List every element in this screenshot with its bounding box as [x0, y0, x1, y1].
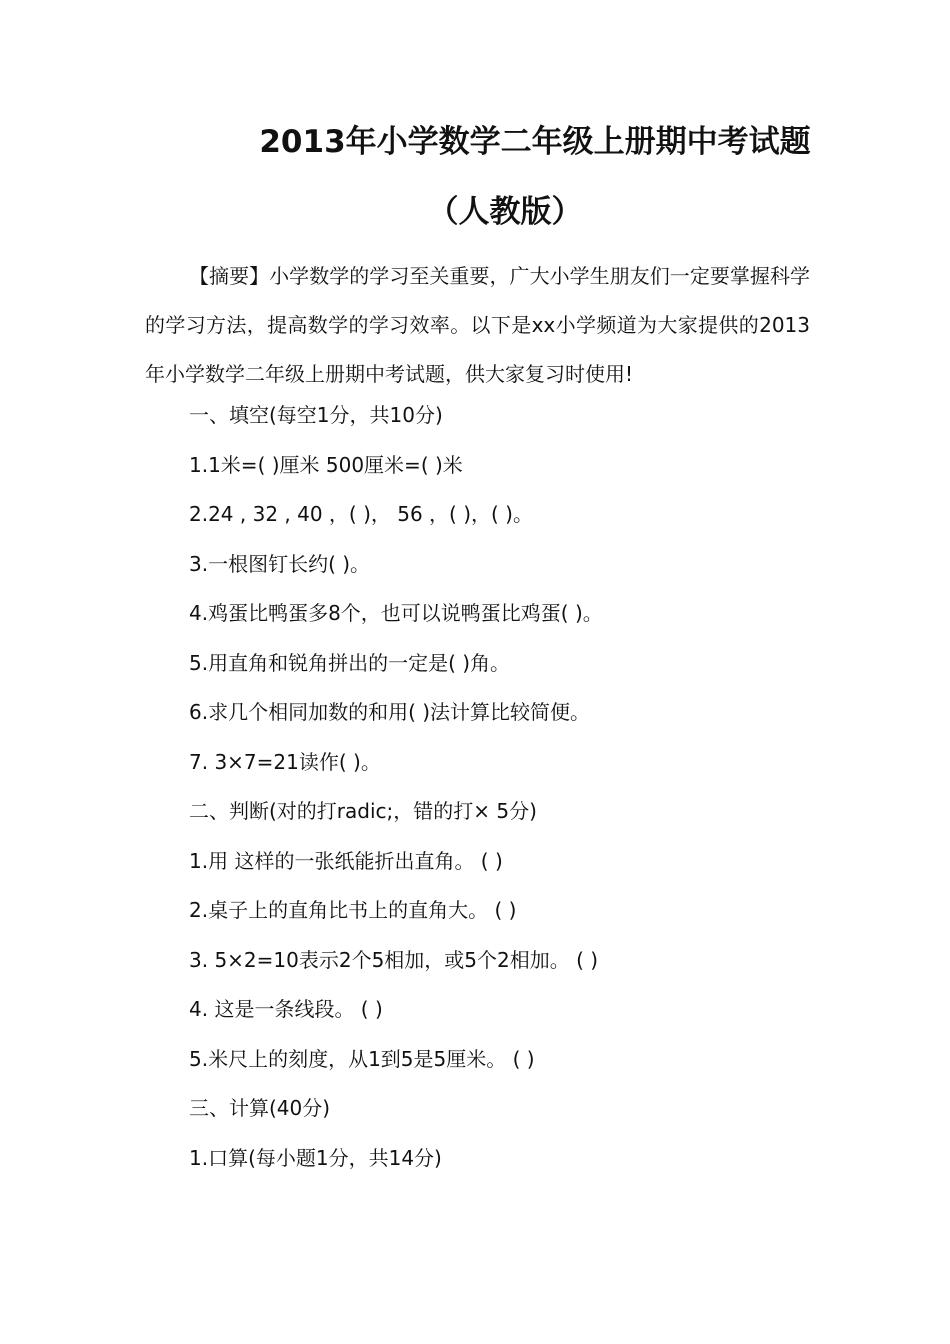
- question-line: 2.桌子上的直角比书上的直角大。 ( ): [189, 898, 517, 922]
- question-line: 5.用直角和锐角拼出的一定是( )角。: [189, 651, 511, 675]
- question-line: 6.求几个相同加数的和用( )法计算比较简便。: [189, 700, 591, 724]
- question-line: 2.24 , 32 , 40 ，( )， 56 ，( )，( )。: [189, 502, 533, 526]
- question-line: 5.米尺上的刻度，从1到5是5厘米。 ( ): [189, 1047, 535, 1071]
- abstract-paragraph: 【摘要】小学数学的学习至关重要，广大小学生朋友们一定要掌握科学的学习方法，提高数学的学习效率。以下是xx小学频道为大家提供的2013年小学数学二年级上册期中考试题，供大家复习时使用!: [145, 264, 810, 386]
- document-subtitle: （人教版）: [427, 194, 583, 230]
- section-heading-fill-blank: 一、填空(每空1分，共10分): [189, 403, 443, 427]
- section-heading-true-false: 二、判断(对的打radic;，错的打× 5分): [189, 799, 537, 823]
- question-line: 1.口算(每小题1分，共14分): [189, 1146, 442, 1170]
- question-line: 1.1米=( )厘米 500厘米=( )米: [189, 453, 463, 477]
- question-line: 7. 3×7=21读作( )。: [189, 750, 381, 774]
- question-line: 4.鸡蛋比鸭蛋多8个，也可以说鸭蛋比鸡蛋( )。: [189, 601, 603, 625]
- question-line: 3. 5×2=10表示2个5相加，或5个2相加。 ( ): [189, 948, 599, 972]
- question-line: 1.用 这样的一张纸能折出直角。 ( ): [189, 849, 503, 873]
- question-line: 4. 这是一条线段。 ( ): [189, 997, 383, 1021]
- document-title: 2013年小学数学二年级上册期中考试题: [259, 124, 811, 160]
- question-line: 3.一根图钉长约( )。: [189, 552, 371, 576]
- section-heading-calculation: 三、计算(40分): [189, 1096, 331, 1120]
